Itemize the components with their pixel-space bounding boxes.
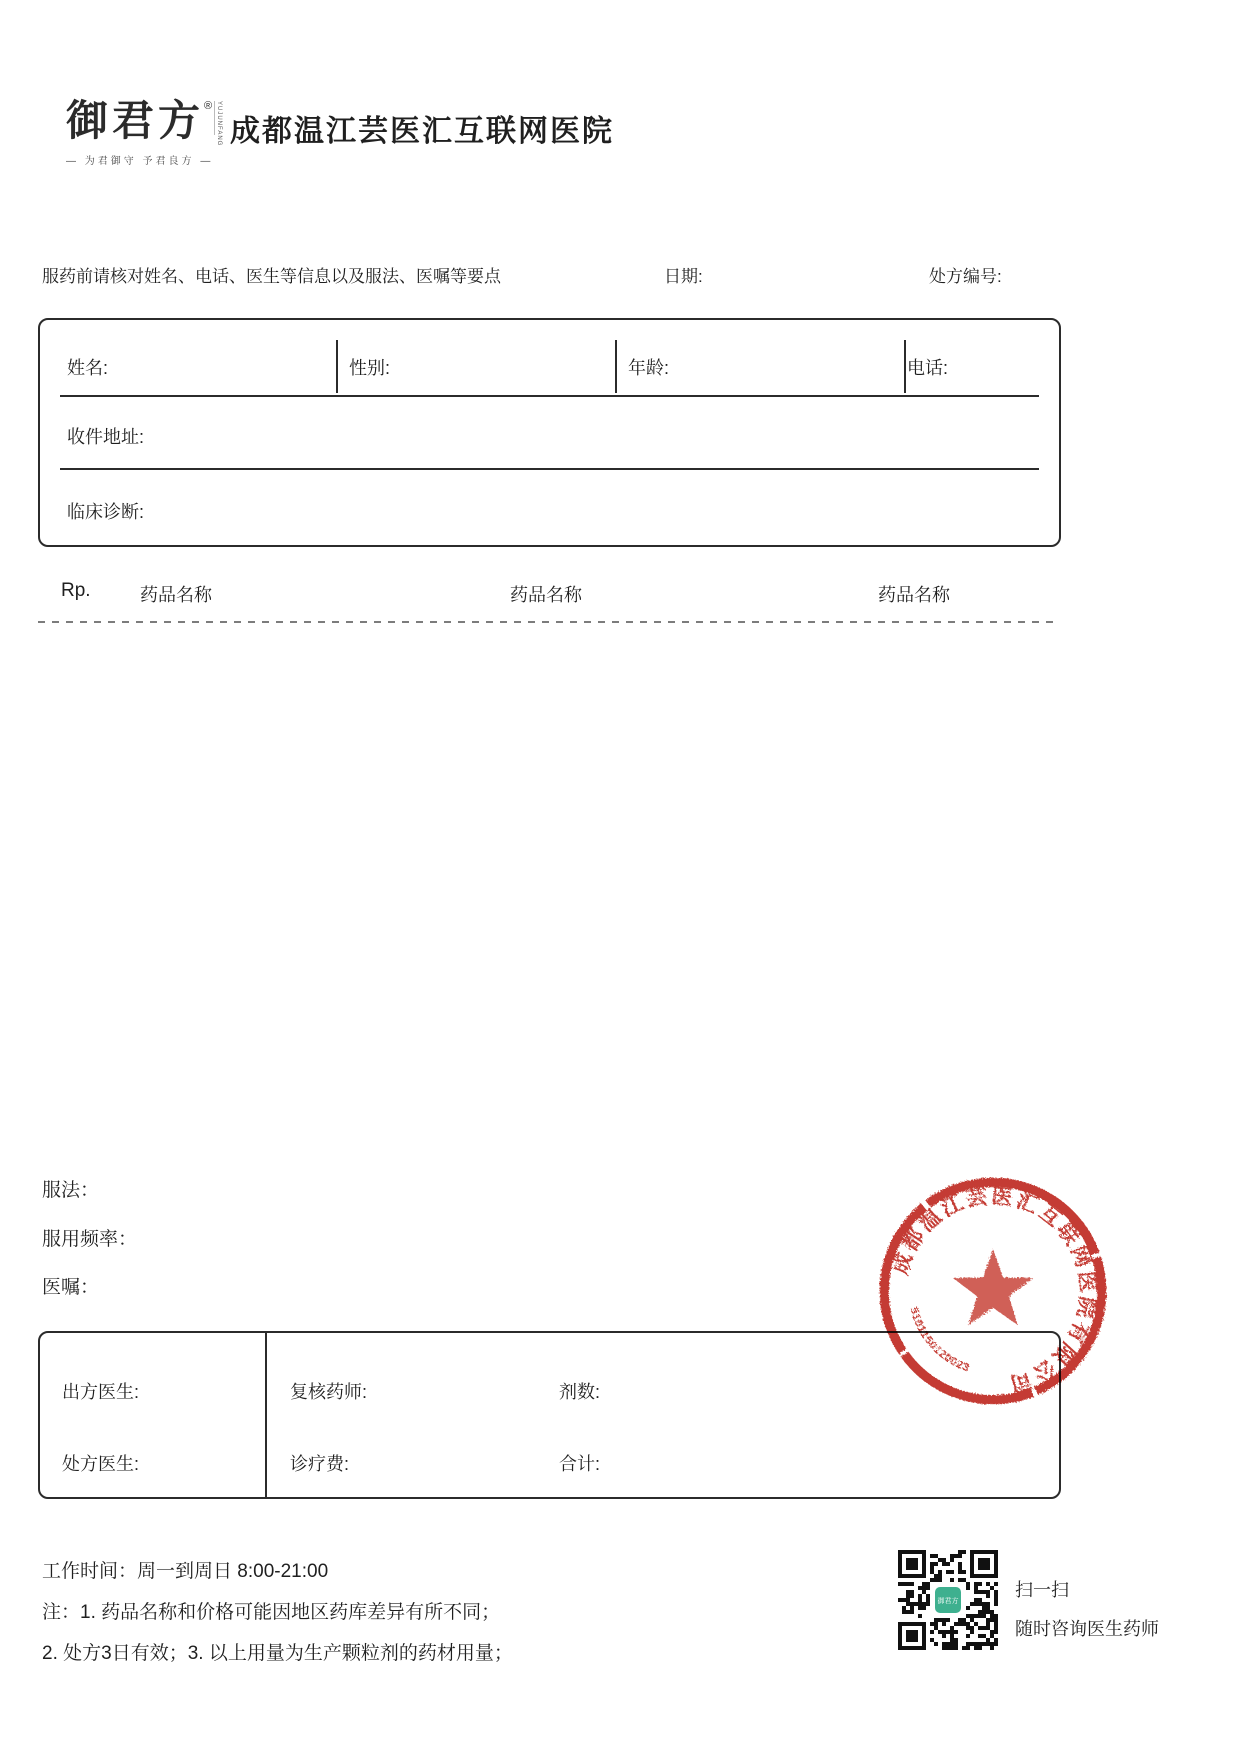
logo-text: 御君方: [66, 96, 205, 145]
stamp-svg: [875, 1173, 1111, 1409]
dashed-separator: [38, 621, 1057, 623]
diagnosis-label: 临床诊断:: [67, 502, 145, 522]
name-label: 姓名:: [67, 358, 109, 378]
note-line-1: 注：1. 药品名称和价格可能因地区药库差异有所不同；: [42, 1602, 501, 1623]
doses-label: 剂数:: [559, 1382, 601, 1402]
star-icon: [953, 1249, 1033, 1325]
scan-label: 扫一扫: [1015, 1580, 1069, 1600]
notice-text: 服药前请核对姓名、电话、医生等信息以及服法、医嘱等要点: [42, 267, 501, 286]
usage-frequency-label: 服用频率：: [42, 1229, 138, 1250]
scan-sub-label: 随时咨询医生药师: [1015, 1619, 1159, 1639]
qr-code: [898, 1550, 998, 1650]
hospital-title: 成都温江芸医汇互联网医院: [230, 115, 614, 148]
row-divider: [60, 395, 1039, 397]
drug-name-header-1: 药品名称: [140, 585, 212, 605]
issuing-doctor-label: 出方医生:: [62, 1382, 140, 1402]
note-line-2: 2. 处方3日有效；3. 以上用量为生产颗粒剂的药材用量；: [42, 1643, 513, 1664]
brand-logo: [66, 96, 223, 167]
drug-name-header-3: 药品名称: [878, 585, 950, 605]
logo-vertical-text: YUJUNFANG: [216, 101, 223, 147]
column-divider: [265, 1333, 267, 1497]
drug-name-header-2: 药品名称: [510, 585, 582, 605]
age-label: 年龄:: [628, 358, 670, 378]
stamp-number-text: 5101150120023: [907, 1306, 972, 1375]
usage-method-label: 服法：: [42, 1180, 100, 1201]
doctor-advice-label: 医嘱：: [42, 1277, 100, 1298]
rx-number-label: 处方编号:: [929, 267, 1002, 286]
rp-label: Rp.: [61, 580, 91, 601]
patient-info-box: [38, 318, 1061, 547]
registered-mark: ®: [204, 100, 213, 112]
logo-slogan: — 为君御守 予君良方 —: [66, 156, 214, 167]
hospital-stamp: [875, 1173, 1111, 1409]
column-divider: [615, 340, 617, 393]
total-label: 合计:: [559, 1454, 601, 1474]
column-divider: [904, 340, 906, 393]
gender-label: 性别:: [349, 358, 391, 378]
column-divider: [336, 340, 338, 393]
date-label: 日期:: [664, 267, 703, 286]
row-divider: [60, 468, 1039, 470]
qr-code-svg: [898, 1550, 998, 1650]
review-pharmacist-label: 复核药师:: [290, 1382, 368, 1402]
work-hours-text: 工作时间：周一到周日 8:00-21:00: [42, 1561, 329, 1582]
address-label: 收件地址:: [67, 427, 145, 447]
prescribing-doctor-label: 处方医生:: [62, 1454, 140, 1474]
qr-center-text: 御君方: [937, 1598, 959, 1605]
phone-label: 电话:: [907, 358, 949, 378]
consult-fee-label: 诊疗费:: [290, 1454, 350, 1474]
stamp-company-text: 成都温江芸医汇互联网医院有限公司: [888, 1184, 1100, 1396]
